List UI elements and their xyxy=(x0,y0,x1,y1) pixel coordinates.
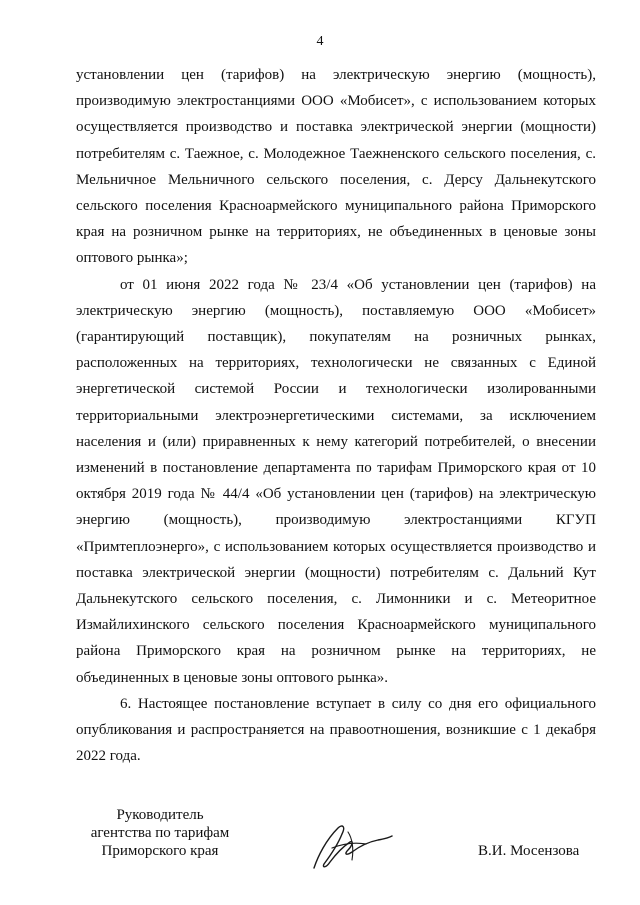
signatory-name: В.И. Мосензова xyxy=(478,843,580,859)
signatory-position-line-2: агентства по тарифам xyxy=(90,825,230,841)
signatory-position-line-1: Руководитель xyxy=(116,807,204,823)
paragraph-continuation: установлении цен (тарифов) на электрическую энергию (мощность), производимую электростанциями ООО «Мобисет», с использованием которых осуществляется производство и поставка электрической энергии (мощности) потребителям с. Таежное, с. Молодежное Таежненского сельского поселения, с. Мельничное Мельничного сельского поселения, с. Дерсу Дальнекутского сельского поселения Красноармейского муниципального района Приморского края на розничном рынке на территориях, не объединенных в ценовые зоны оптового рынка»; xyxy=(76,67,596,267)
paragraph-effective-date: 6. Настоящее постановление вступает в силу со дня его официального опубликования и распространяется на правоотношения, возникшие с 1 декабря 2022 года. xyxy=(76,695,596,765)
page-number: 4 xyxy=(316,34,324,49)
document-body xyxy=(76,62,596,769)
signature-block xyxy=(0,806,640,886)
paragraph-resolution-23-4: от 01 июня 2022 года № 23/4 «Об установлении цен (тарифов) на электрическую энергию (мощность), поставляемую ООО «Мобисет» (гарантирующий поставщик), покупателям на розничных рынках, расположенных на территориях, технологически не связанных с Единой энергетической системой России и технологически изолированными территориальными электроэнергетическими системами, за исключением населения и (или) приравненных к нему категорий потребителей, о внесении изменений в постановление департамента по тарифам Приморского края от 10 октября 2019 года № 44/4 «Об установлении цен (тарифов) на электрическую энергию (мощность), производимую электростанциями КГУП «Примтеплоэнерго», с использованием которых осуществляется производство и поставка электрической энергии (мощности) потребителям с. Дальний Кут Дальнекутского сельского поселения, с. Лимонники и с. Метеоритное Измайлихинского сельского поселения Красноармейского муниципального района Приморского края на розничном рынке на территориях, не объединенных в ценовые зоны оптового рынка». xyxy=(76,276,596,686)
signatory-position xyxy=(80,806,240,860)
signatory-position-line-3: Приморского края xyxy=(101,843,219,859)
handwritten-signature-icon xyxy=(308,818,394,874)
